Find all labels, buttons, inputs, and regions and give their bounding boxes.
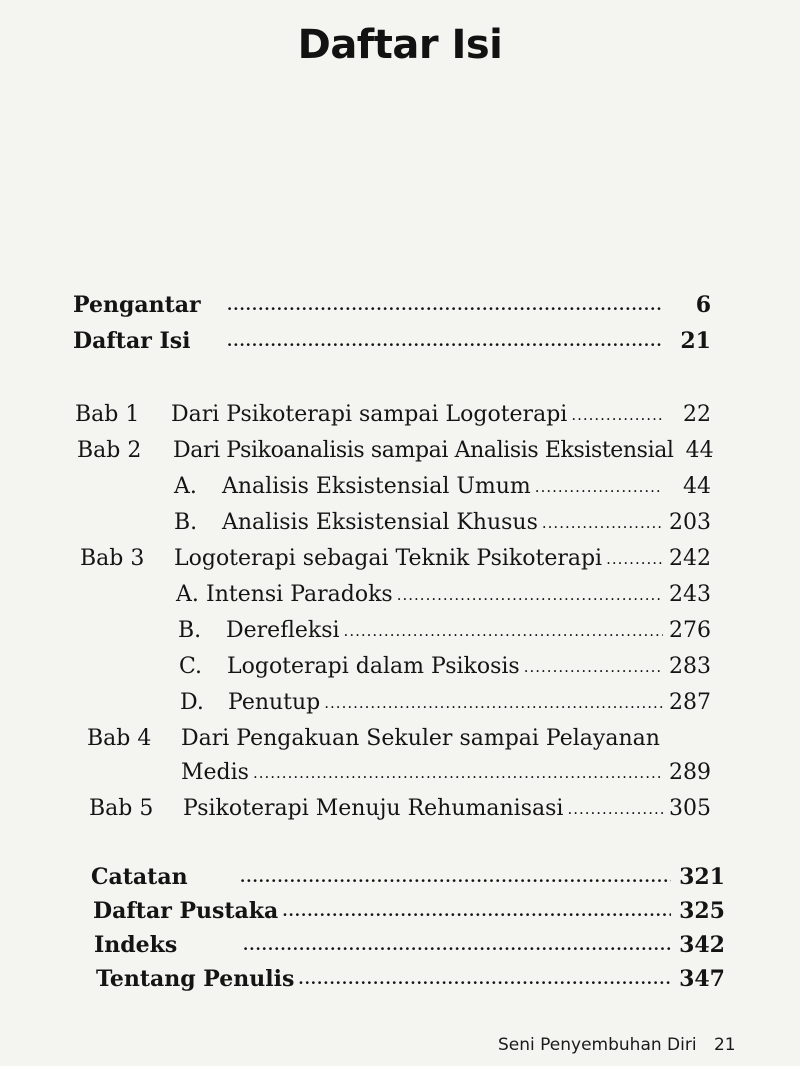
toc-entry-title: Derefleksi: [226, 618, 340, 643]
toc-page-number: 283: [669, 654, 711, 679]
dot-leader: [227, 328, 663, 354]
toc-entry-section-2b[interactable]: [174, 502, 711, 536]
toc-entry-daftar-pustaka[interactable]: [93, 890, 725, 924]
toc-entry-title: Dari Psikoanalisis sampai Analisis Eksistensial: [173, 438, 674, 463]
section-letter: B.: [174, 510, 198, 535]
dot-leader: [227, 292, 663, 318]
toc-entry-title: Logoterapi dalam Psikosis: [227, 654, 520, 679]
dot-leader: [344, 618, 663, 644]
toc-entry-catatan[interactable]: [91, 856, 725, 890]
toc-entry-chapter-4-continued[interactable]: [181, 752, 711, 786]
toc-entry-title: Catatan: [91, 864, 188, 890]
toc-entry-title: Daftar Isi: [73, 328, 191, 354]
toc-entry-title: Intensi Paradoks: [206, 582, 393, 607]
toc-entry-title: Medis: [181, 760, 249, 785]
dot-leader: [253, 760, 663, 786]
toc-entry-section-3a[interactable]: [176, 574, 711, 608]
toc-entry-title: Analisis Eksistensial Umum: [222, 474, 531, 499]
dot-leader: [535, 474, 663, 500]
footer-book-title: Seni Penyembuhan Diri: [498, 1035, 697, 1055]
toc-entry-tentang-penulis[interactable]: [96, 958, 725, 992]
chapter-label: Bab 5: [89, 796, 154, 821]
dot-leader: [567, 796, 663, 822]
toc-entry-section-3c[interactable]: [179, 646, 711, 680]
chapter-label: Bab 2: [77, 438, 142, 463]
section-letter: C.: [179, 654, 203, 679]
toc-page-number: 243: [669, 582, 711, 607]
page-footer: [498, 1035, 736, 1055]
toc-entry-title: Pengantar: [73, 292, 201, 318]
dot-leader: [606, 546, 663, 572]
toc-page-number: 203: [669, 510, 711, 535]
toc-page-number: 44: [683, 474, 711, 499]
section-letter: A.: [176, 582, 199, 607]
toc-entry-title: Analisis Eksistensial Khusus: [222, 510, 538, 535]
toc-entry-title: Penutup: [228, 690, 321, 715]
section-letter: D.: [180, 690, 204, 715]
toc-entry-chapter-3[interactable]: [174, 538, 711, 572]
dot-leader: [282, 898, 671, 924]
toc-entry-section-2a[interactable]: [174, 466, 711, 500]
dot-leader: [324, 690, 663, 716]
dot-leader: [571, 402, 663, 428]
dot-leader: [542, 510, 663, 536]
toc-entry-indeks[interactable]: [94, 924, 725, 958]
toc-entry-section-3d[interactable]: [180, 682, 711, 716]
toc-entry-pengantar[interactable]: [73, 284, 711, 318]
page-title: Daftar Isi: [297, 22, 503, 68]
dot-leader: [243, 932, 671, 958]
toc-page-number: 287: [669, 690, 711, 715]
toc-entry-title: Tentang Penulis: [96, 966, 295, 992]
toc-entry-chapter-2[interactable]: [173, 430, 714, 464]
toc-entry-chapter-4[interactable]: [181, 718, 711, 752]
chapter-label: Bab 1: [75, 402, 140, 427]
toc-page-number: 242: [669, 546, 711, 571]
toc-page-number: 21: [680, 328, 711, 354]
toc-page-number: 44: [685, 438, 714, 463]
toc-page-number: 276: [669, 618, 711, 643]
toc-entry-title: Indeks: [94, 932, 178, 958]
toc-entry-title: Daftar Pustaka: [93, 898, 279, 924]
toc-entry-daftar-isi[interactable]: [73, 320, 711, 354]
chapter-label: Bab 3: [80, 546, 145, 571]
dot-leader: [524, 654, 663, 680]
toc-page-number: 347: [679, 966, 725, 992]
chapter-label: Bab 4: [87, 726, 152, 751]
toc-entry-title: Logoterapi sebagai Teknik Psikoterapi: [174, 546, 603, 571]
toc-entry-title: Dari Psikoterapi sampai Logoterapi: [171, 402, 568, 427]
toc-entry-title: Dari Pengakuan Sekuler sampai Pelayanan: [181, 726, 660, 751]
toc-page-number: 342: [679, 932, 725, 958]
toc-page-number: 289: [669, 760, 711, 785]
toc-page-number: 305: [669, 796, 711, 821]
toc-page-number: 321: [679, 864, 725, 890]
toc-page-number: 325: [679, 898, 725, 924]
toc-page-number: 22: [683, 402, 711, 427]
section-letter: B.: [178, 618, 202, 643]
toc-entry-section-3b[interactable]: [178, 610, 711, 644]
toc-page-number: 6: [695, 292, 711, 318]
toc-entry-chapter-5[interactable]: [183, 788, 711, 822]
dot-leader: [240, 864, 671, 890]
dot-leader: [298, 966, 671, 992]
section-letter: A.: [174, 474, 197, 499]
toc-entry-chapter-1[interactable]: [171, 394, 711, 428]
footer-page-number: 21: [713, 1035, 736, 1055]
toc-entry-title: Psikoterapi Menuju Rehumanisasi: [183, 796, 564, 821]
dot-leader: [397, 582, 663, 608]
